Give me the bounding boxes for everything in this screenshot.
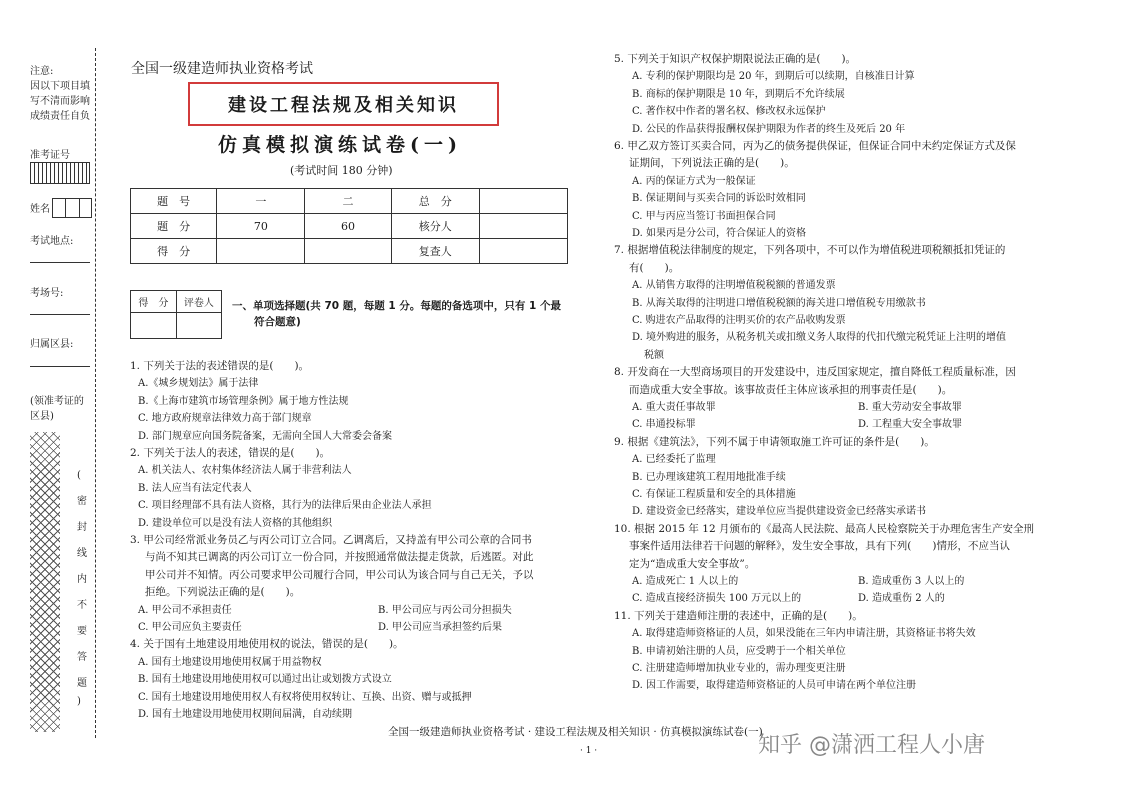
answer-option[interactable]: B. 从海关取得的注明进口增值税税额的海关进口增值税专用缴款书 — [632, 297, 926, 309]
district-field[interactable] — [30, 366, 90, 367]
answer-option[interactable]: A. 专利的保护期限均是 20 年，到期后可以续期，自核准日计算 — [632, 71, 915, 83]
grader-cell: 评卷人 — [176, 291, 221, 313]
score-row — [131, 239, 568, 264]
score-cell[interactable] — [479, 214, 567, 239]
question-stem: 2. 下列关于法人的表述，错误的是( )。 — [130, 447, 331, 459]
grader-row — [131, 313, 222, 339]
score-cell: 核分人 — [391, 214, 479, 239]
answer-option[interactable]: D. 建设资金已经落实，建设单位应当提供建设资金已经落实承诺书 — [632, 506, 927, 518]
question-stem: 证期间，下列说法正确的是( )。 — [629, 157, 795, 170]
answer-option[interactable]: B. 已办理该建筑工程用地批准手续 — [632, 471, 786, 483]
question-stem: 3. 甲公司经常派业务员乙与丙公司订立合同。乙调离后，又持盖有甲公司公章的合同书 — [130, 534, 532, 546]
answer-option[interactable]: D. 工程重大安全事故罪 — [858, 419, 963, 431]
score-cell: 题 号 — [131, 189, 217, 214]
score-cell: 总 分 — [391, 189, 479, 214]
notice-line: 因以下项目填 — [30, 81, 90, 92]
answer-option[interactable]: C. 著作权中作者的署名权、修改权永远保护 — [632, 106, 826, 118]
question-stem: 11. 下列关于建造师注册的表述中，正确的是( )。 — [614, 609, 863, 622]
grader-table — [130, 290, 222, 339]
answer-option[interactable]: C. 购进农产品取得的注明买价的农产品收购发票 — [632, 315, 846, 326]
answer-option[interactable]: C. 有保证工程质量和安全的具体措施 — [632, 489, 796, 500]
score-cell: 复查人 — [391, 239, 479, 264]
question-stem: 4. 关于国有土地建设用地使用权的说法，错误的是( )。 — [130, 638, 404, 651]
question-stem: 甲公司并不知情。丙公司要求甲公司履行合同，甲公司认为该合同与自己无关，予以 — [145, 568, 534, 581]
answer-option[interactable]: D. 公民的作品获得报酬权保护期限为作者的终生及死后 20 年 — [632, 123, 906, 135]
seal-char: 答 — [77, 652, 87, 663]
answer-option[interactable]: 税额 — [644, 349, 664, 361]
region-note — [30, 394, 84, 424]
answer-option[interactable]: A. 取得建造师资格证的人员，如果没能在三年内申请注册，其资格证书将失效 — [632, 628, 976, 640]
seal-char: 内 — [77, 574, 87, 585]
question-stem: 事案件适用法律若干问题的解释》，发生安全事故，具有下列( )情形，不应当认 — [629, 540, 1010, 553]
notice-line: 注意: — [30, 66, 54, 77]
answer-option[interactable]: C. 国有土地建设用地使用权人有权将使用权转让、互换、出资、赠与或抵押 — [138, 691, 472, 703]
answer-option[interactable]: B. 申请初始注册的人员，应受聘于一个相关单位 — [632, 645, 846, 657]
seal-char: 不 — [77, 600, 87, 611]
question-stem: 拒绝。下列说法正确的是( )。 — [145, 586, 301, 599]
name-label: 姓名 — [30, 204, 50, 215]
answer-option[interactable]: C. 甲公司应负主要责任 — [138, 622, 242, 633]
answer-option[interactable]: D. 造成重伤 2 人的 — [858, 593, 945, 605]
paper-title: 仿真模拟演练试卷(一) — [218, 134, 462, 156]
score-cell[interactable] — [479, 239, 567, 264]
answer-option[interactable]: D. 建设单位可以是没有法人资格的其他组织 — [138, 517, 333, 529]
seal-char: 封 — [77, 522, 87, 533]
subject-title: 建设工程法规及相关知识 — [188, 82, 499, 126]
seal-char: ) — [77, 696, 81, 707]
score-cell: 得 分 — [131, 239, 217, 264]
answer-option[interactable]: B. 法人应当有法定代表人 — [138, 482, 252, 494]
answer-option[interactable]: D. 如果丙是分公司，符合保证人的资格 — [632, 228, 807, 239]
region-note-line: (领准考证的 — [30, 396, 84, 407]
answer-option[interactable]: C. 甲与丙应当签订书面担保合同 — [632, 210, 776, 222]
seal-char: 题 — [77, 678, 87, 689]
exam-name: 全国一级建造师执业资格考试 — [131, 61, 313, 77]
notice-line: 写不清而影响 — [30, 96, 90, 107]
answer-option[interactable]: A. 丙的保证方式为一般保证 — [632, 175, 756, 187]
question-stem: 5. 下列关于知识产权保护期限说法正确的是( )。 — [614, 53, 857, 65]
answer-option[interactable]: C. 造成直接经济损失 100 万元以上的 — [632, 593, 802, 605]
score-cell: 题 分 — [131, 214, 217, 239]
answer-option[interactable]: B. 商标的保护期限是 10 年，到期后不允许续展 — [632, 88, 845, 100]
answer-option[interactable]: C. 地方政府规章法律效力高于部门规章 — [138, 413, 312, 425]
score-row — [131, 214, 568, 239]
question-stem: 7. 根据增值税法律制度的规定，下列各项中，不可以作为增值税进项税额抵扣凭证的 — [614, 244, 1006, 257]
seal-char: 密 — [77, 496, 87, 507]
answer-option[interactable]: A. 造成死亡 1 人以上的 — [632, 576, 739, 587]
answer-option[interactable]: B. 重大劳动安全事故罪 — [858, 402, 962, 413]
footer-line: 全国一级建造师执业资格考试 · 建设工程法规及相关知识 · 仿真模拟演练试卷(一) — [388, 726, 763, 738]
exam-room-label: 考场号: — [30, 288, 64, 299]
section-heading-line: 一、单项选择题(共 70 题，每题 1 分。每题的备选项中，只有 1 个最 — [232, 300, 561, 312]
grader-cell[interactable] — [131, 313, 177, 339]
seal-line — [95, 48, 96, 738]
section-heading — [232, 298, 561, 330]
grader-cell: 得 分 — [131, 291, 177, 313]
answer-option[interactable]: A. 机关法人、农村集体经济法人属于非营利法人 — [138, 465, 352, 477]
answer-option[interactable]: D. 国有土地建设用地使用权期间届满，自动续期 — [138, 709, 353, 720]
exam-duration: (考试时间 180 分钟) — [290, 164, 393, 177]
admission-number-label: 准考证号 — [30, 150, 70, 161]
score-cell[interactable] — [479, 189, 567, 214]
score-cell: 二 — [305, 189, 391, 214]
region-note-line: 区县) — [30, 411, 54, 422]
exam-room-field[interactable] — [30, 314, 90, 315]
answer-option[interactable]: A.《城乡规划法》属于法律 — [138, 378, 259, 390]
answer-option[interactable]: B. 保证期间与买卖合同的诉讼时效相同 — [632, 193, 806, 205]
answer-option[interactable]: D. 甲公司应当承担签约后果 — [378, 622, 503, 633]
seal-crosshatch — [30, 432, 60, 732]
question-stem: 与尚不知其已调离的丙公司订立一份合同，并按照通常做法提走货款，后逃匿。对此 — [145, 551, 534, 564]
score-cell: 60 — [305, 214, 391, 239]
answer-option[interactable]: C. 项目经理部不具有法人资格，其行为的法律后果由企业法人承担 — [138, 500, 432, 512]
exam-location-field[interactable] — [30, 262, 90, 263]
answer-option[interactable]: B. 国有土地建设用地使用权可以通过出让或划拨方式设立 — [138, 674, 392, 686]
answer-option[interactable]: D. 部门规章应向国务院备案，无需向全国人大常委会备案 — [138, 430, 393, 442]
watermark: 知乎 @潇洒工程人小唐 — [758, 733, 985, 758]
section-heading-line: 符合题意) — [254, 316, 301, 328]
score-table — [130, 188, 568, 264]
score-cell: 70 — [217, 214, 305, 239]
question-stem: 有( )。 — [629, 261, 680, 274]
exam-location-label: 考试地点: — [30, 236, 74, 247]
answer-option[interactable]: A. 已经委托了监理 — [632, 454, 716, 466]
page-number: · 1 · — [580, 746, 598, 756]
score-cell: 一 — [217, 189, 305, 214]
answer-option[interactable]: A. 国有土地建设用地使用权属于用益物权 — [138, 656, 322, 668]
name-boxes[interactable] — [52, 198, 92, 218]
answer-option[interactable]: C. 注册建造师增加执业专业的，需办理变更注册 — [632, 663, 846, 674]
grader-row — [131, 291, 222, 313]
notice-line: 成绩责任自负 — [30, 111, 90, 122]
answer-option[interactable]: C. 串通投标罪 — [632, 419, 696, 431]
seal-char: ( — [77, 470, 81, 481]
score-row — [131, 189, 568, 214]
answer-option[interactable]: D. 境外购进的服务，从税务机关或扣缴义务人取得的代扣代缴完税凭证上注明的增值 — [632, 332, 1007, 344]
answer-option[interactable]: D. 因工作需要，取得建造师资格证的人员可申请在两个单位注册 — [632, 680, 917, 692]
answer-option[interactable]: B. 甲公司应与丙公司分担损失 — [378, 604, 512, 616]
seal-char: 要 — [77, 626, 87, 637]
score-cell[interactable] — [305, 239, 391, 264]
answer-option[interactable]: B. 造成重伤 3 人以上的 — [858, 576, 965, 587]
grader-cell[interactable] — [176, 313, 221, 339]
question-stem: 定为“造成重大安全事故”。 — [629, 557, 756, 570]
question-stem: 9. 根据《建筑法》，下列不属于申请领取施工许可证的条件是( )。 — [614, 435, 935, 448]
question-stem: 而造成重大安全事故。该事故责任主体应该承担的刑事责任是( )。 — [629, 383, 953, 396]
district-label: 归属区县: — [30, 339, 74, 350]
answer-option[interactable]: A. 重大责任事故罪 — [632, 402, 716, 413]
question-stem: 6. 甲乙双方签订买卖合同，丙为乙的债务提供保证，但保证合同中未约定保证方式及保 — [614, 140, 1016, 152]
answer-option[interactable]: B.《上海市建筑市场管理条例》属于地方性法规 — [138, 395, 349, 407]
question-stem: 8. 开发商在一大型商场项目的开发建设中，违反国家规定，擅自降低工程质量标准，因 — [614, 366, 1016, 379]
admission-number-boxes[interactable] — [30, 162, 90, 184]
answer-option[interactable]: A. 甲公司不承担责任 — [138, 604, 232, 616]
seal-char: 线 — [77, 548, 87, 559]
question-stem: 1. 下列关于法的表述错误的是( )。 — [130, 360, 310, 372]
notice-block — [30, 64, 90, 124]
question-stem: 10. 根据 2015 年 12 月颁布的《最高人民法院、最高人民检察院关于办理危害生产安全刑 — [614, 522, 1034, 535]
score-cell[interactable] — [217, 239, 305, 264]
answer-option[interactable]: A. 从销售方取得的注明增值税税额的普通发票 — [632, 280, 836, 292]
